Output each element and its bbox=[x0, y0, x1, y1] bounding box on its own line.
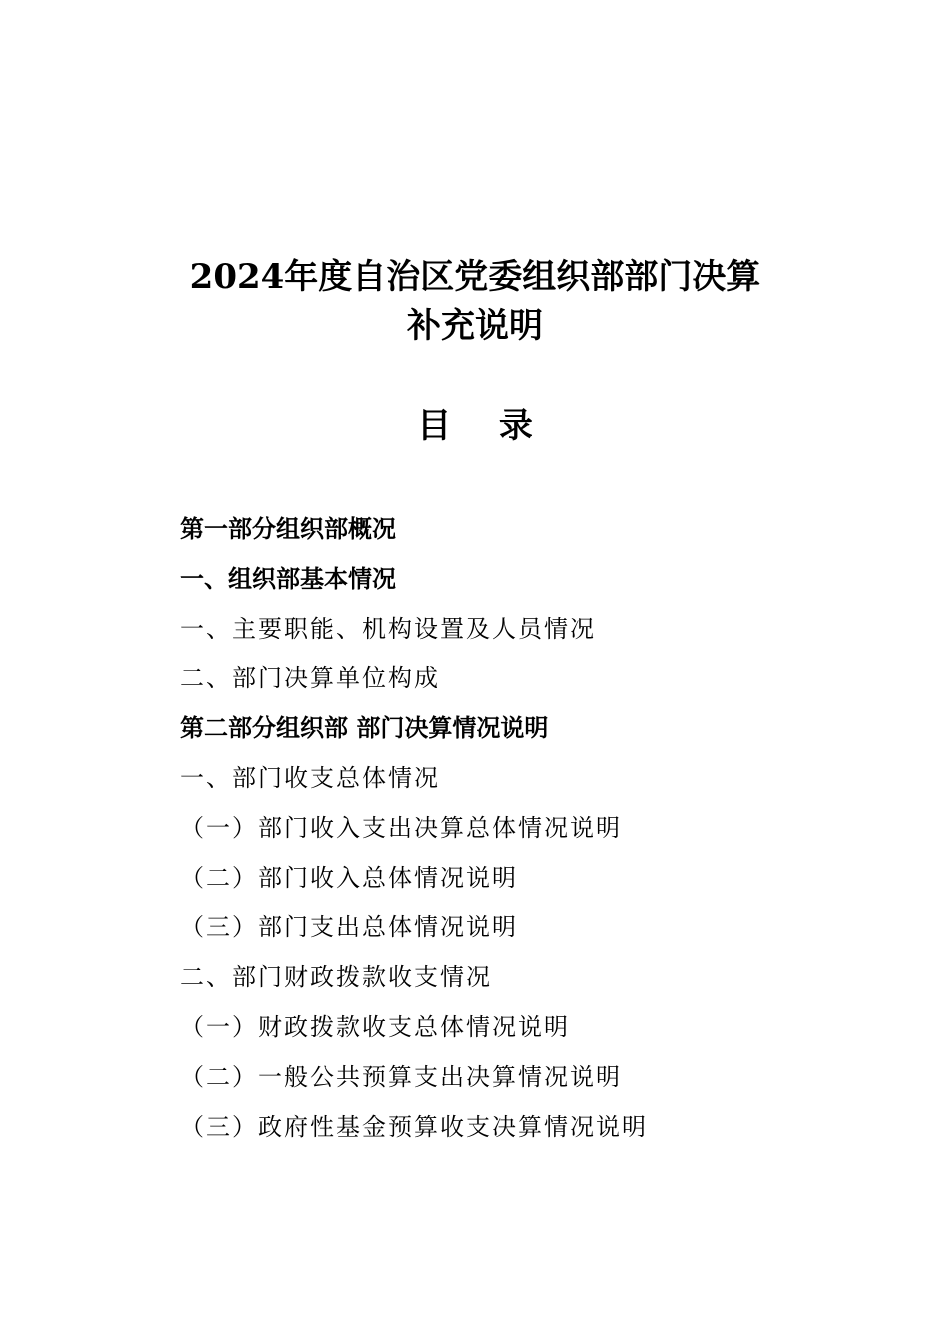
document-title-line-1: 2024年度自治区党委组织部部门决算 bbox=[189, 257, 761, 297]
toc-item-overall: 一、部门收支总体情况 bbox=[180, 763, 440, 792]
toc-item-fiscal-3: （三）政府性基金预算收支决算情况说明 bbox=[180, 1112, 648, 1141]
toc-item-overall-2: （二）部门收入总体情况说明 bbox=[180, 863, 518, 892]
toc-item-overall-3: （三）部门支出总体情况说明 bbox=[180, 913, 518, 942]
toc-item-part-2: 第二部分组织部 部门决算情况说明 bbox=[180, 714, 549, 743]
toc-item-functions: 一、主要职能、机构设置及人员情况 bbox=[180, 614, 596, 643]
toc-item-units: 二、部门决算单位构成 bbox=[180, 664, 440, 693]
toc-item-fiscal-1: （一）财政拨款收支总体情况说明 bbox=[180, 1012, 570, 1041]
toc-item-part-1: 第一部分组织部概况 bbox=[180, 515, 396, 543]
toc-item-overall-1: （一）部门收入支出决算总体情况说明 bbox=[180, 813, 622, 842]
toc-item-fiscal: 二、部门财政拨款收支情况 bbox=[180, 963, 492, 992]
table-of-contents bbox=[180, 507, 880, 1154]
toc-item-fiscal-2: （二）一般公共预算支出决算情况说明 bbox=[180, 1062, 622, 1091]
toc-item-basic-info: 一、组织部基本情况 bbox=[180, 564, 396, 593]
document-title-line-2: 补充说明 bbox=[407, 306, 543, 346]
toc-heading: 目 录 bbox=[417, 406, 551, 446]
